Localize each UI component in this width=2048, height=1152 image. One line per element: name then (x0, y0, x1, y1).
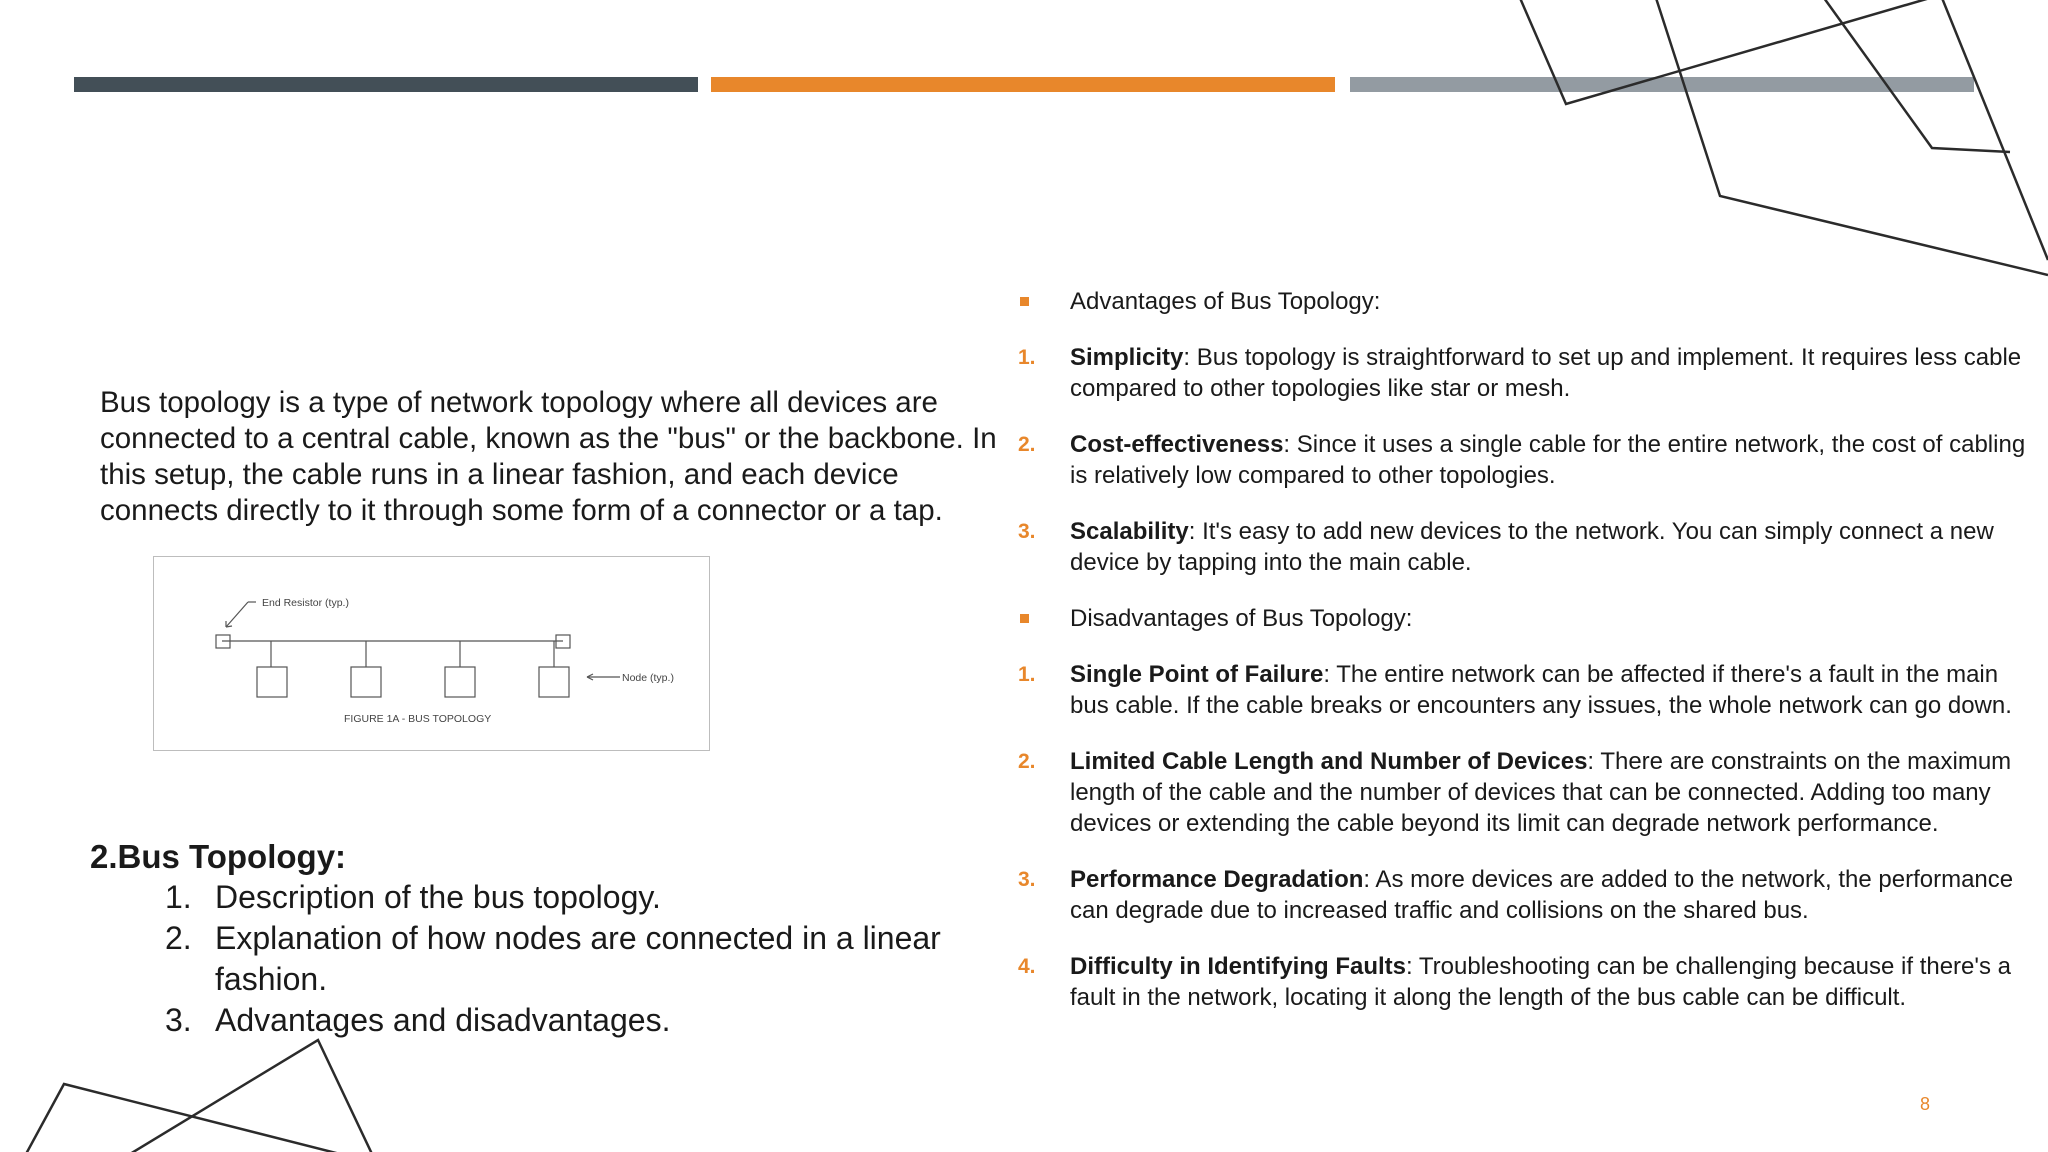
bus-topology-figure (153, 556, 710, 751)
advantage-item: 3. Scalability: It's easy to add new devices to the network. You can simply connect a new device by tapping into the main cable. (1018, 518, 1994, 576)
node-2 (351, 667, 381, 697)
disadvantage-item: 3. Performance Degradation: As more devices are added to the network, the performance can degrade due to increased traffic and collisions on the shared bus. (1018, 866, 2014, 924)
advantage-item: 1. Simplicity: Bus topology is straightforward to set up and implement. It requires less cable compared to other topologies like star or mesh. (1018, 344, 2022, 402)
node-4 (539, 667, 569, 697)
node-3 (445, 667, 475, 697)
advantages-heading: Advantages of Bus Topology: (1018, 286, 2038, 317)
bus-topology-diagram (154, 557, 709, 750)
bullet-square-icon (1020, 614, 1029, 623)
disadvantage-item: 4. Difficulty in Identifying Faults: Troubleshooting can be challenging because if there's a fault in the network, locating it along the length of the bus cable can be difficult. (1018, 953, 2011, 1011)
list-item: 2. Explanation of how nodes are connected in a linear fashion. (165, 920, 941, 997)
top-right-line-decoration (1500, 0, 2048, 280)
disadvantage-item: 1. Single Point of Failure: The entire network can be affected if there's a fault in the main bus cable. If the cable breaks or encounters any issues, the whole network can go down. (1018, 661, 2012, 719)
disadvantages-heading: Disadvantages of Bus Topology: (1018, 603, 2038, 634)
bullet-square-icon (1020, 297, 1029, 306)
list-item: 1. Description of the bus topology. (165, 879, 661, 915)
header-bar-dark (74, 77, 698, 92)
end-resistor-label: End Resistor (typ.) (262, 597, 349, 609)
bottom-left-line-decoration (0, 1030, 400, 1152)
header-bar-orange (711, 77, 1335, 92)
node-label: Node (typ.) (622, 672, 674, 684)
disadvantage-item: 2. Limited Cable Length and Number of Devices: There are constraints on the maximum length of the cable and the number of devices that can be connected. Adding too many devices or extending the cable beyond its limit can degrade network performance. (1018, 748, 2012, 837)
section-title: 2.Bus Topology: (90, 838, 347, 875)
figure-caption: FIGURE 1A - BUS TOPOLOGY (344, 713, 492, 725)
section-outline-list (165, 877, 945, 1041)
list-item: 3. Advantages and disadvantages. (165, 1002, 671, 1038)
pros-cons-column (1018, 286, 2038, 1013)
page-number: 8 (1920, 1094, 1931, 1114)
advantage-item: 2. Cost-effectiveness: Since it uses a single cable for the entire network, the cost of cabling is relatively low compared to other topologies. (1018, 431, 2026, 489)
intro-paragraph: Bus topology is a type of network topology where all devices are connected to a central cable, known as the "bus" or the backbone. In this setup, the cable runs in a linear fashion, and each device connects directly to it through some form of a connector or a tap. (100, 386, 997, 527)
node-1 (257, 667, 287, 697)
